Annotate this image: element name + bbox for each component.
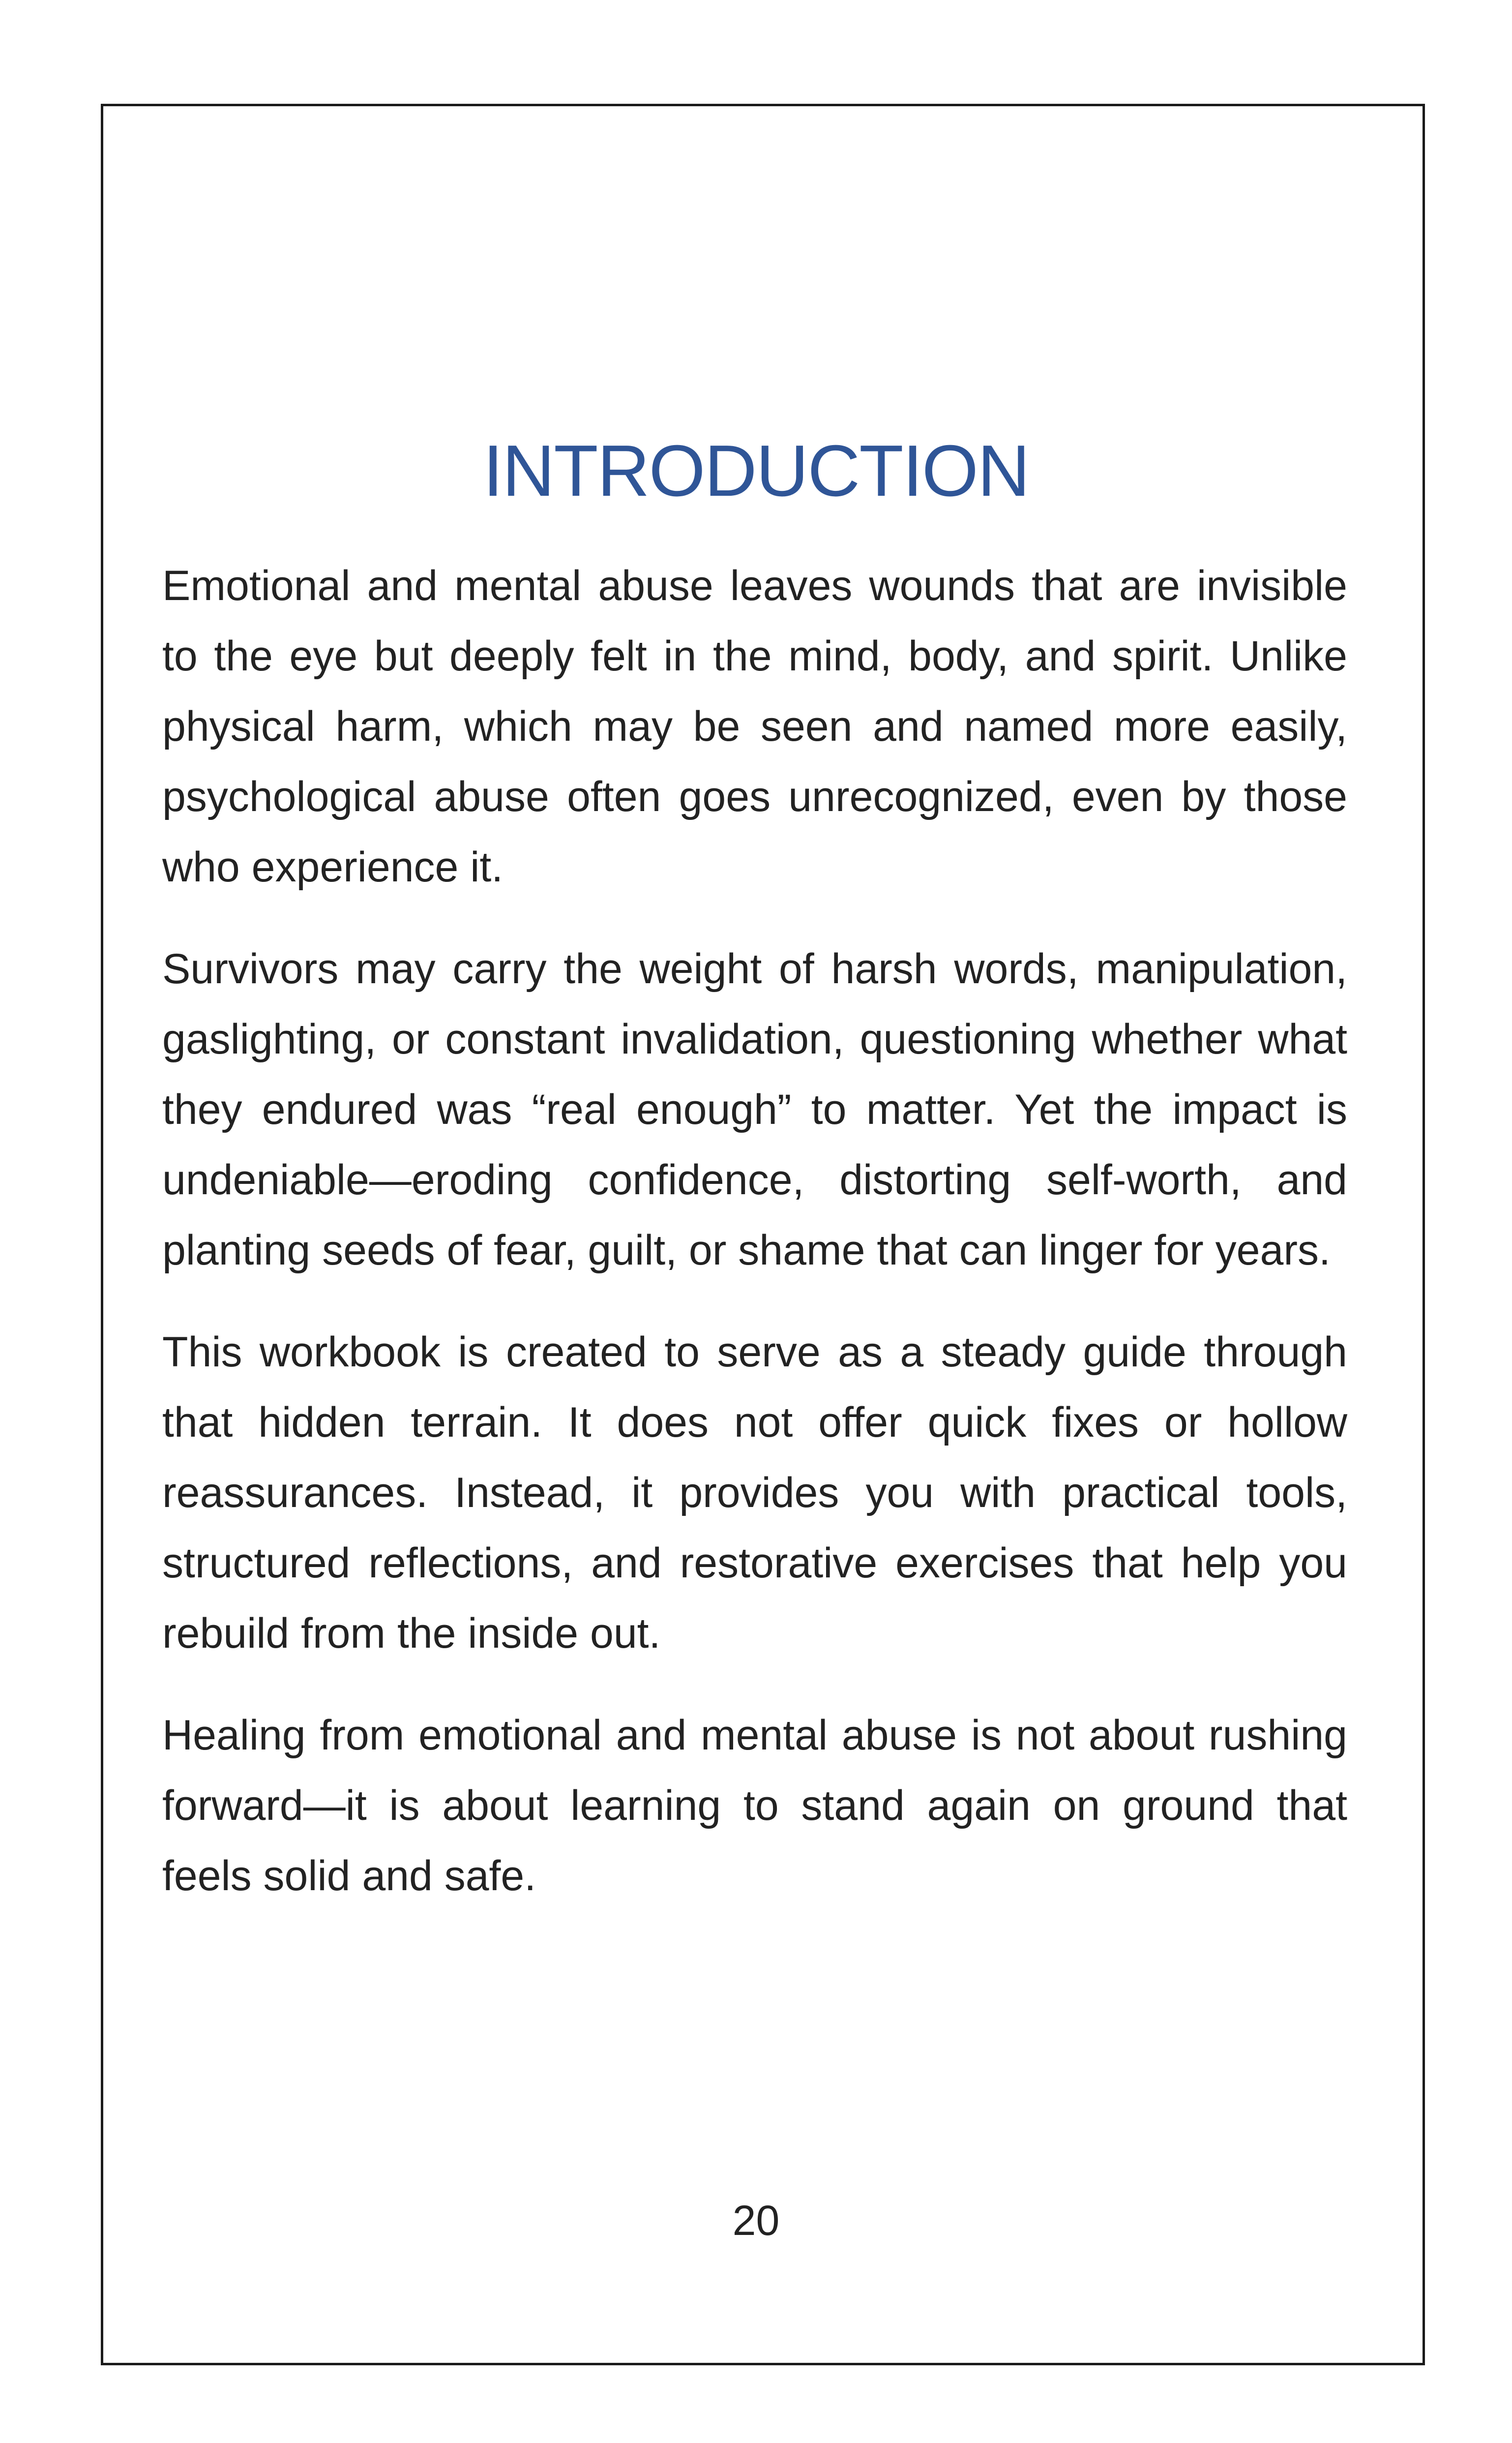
page-number: 20 (732, 2197, 780, 2244)
paragraph-2: Survivors may carry the weight of harsh words, manipulation, gaslighting, or constant invalidation, questioning whether what they endured was “real enough” to matter. Yet the impact is undeniable—eroding confidence, distorting self-worth, and planting seeds of fear, guilt, or shame that can linger for years. (162, 945, 1347, 1274)
paragraph-4: Healing from emotional and mental abuse is not about rushing forward—it is about learning to stand again on ground that feels solid and safe. (162, 1712, 1347, 1900)
chapter-body (162, 551, 1347, 1943)
paragraph-3: This workbook is created to serve as a steady guide through that hidden terrain. It does not offer quick fixes or hollow reassurances. Instead, it provides you with practical tools, structured reflections, and restorative exercises that help you rebuild from the inside out. (162, 1328, 1347, 1657)
paragraph-1: Emotional and mental abuse leaves wounds that are invisible to the eye but deeply felt in the mind, body, and spirit. Unlike physical harm, which may be seen and named more easily, psychological abuse often goes unrecognized, even by those who experience it. (162, 562, 1347, 891)
chapter-title: INTRODUCTION (483, 430, 1029, 512)
